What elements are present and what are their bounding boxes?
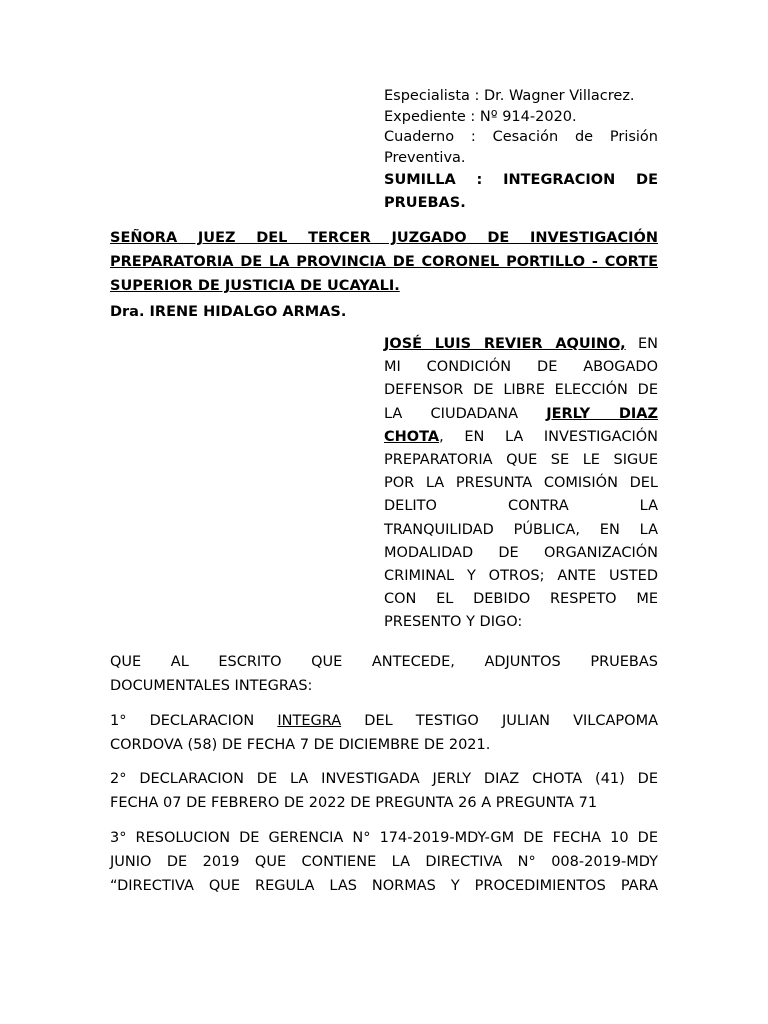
addressee-line-3: SUPERIOR DE JUSTICIA DE UCAYALI. [110,278,400,294]
addressee-line-2: PREPARATORIA DE LA PROVINCIA DE CORONEL PORTILLO - CORTE [110,254,658,270]
paragraph-item-3 [110,826,658,898]
intro-line-12: CON EL DEBIDO RESPETO ME [384,591,658,608]
intro-line-1-rest: EN [625,336,658,352]
item-2-line-2: FECHA 07 DE FEBRERO DE 2022 DE PREGUNTA 26 A PREGUNTA 71 [110,795,598,811]
intro-line-13: PRESENTO Y DIGO: [384,614,523,631]
case-header [384,86,658,213]
intro-line-10: MODALIDAD DE ORGANIZACIÓN [384,544,658,561]
item-3-line-2: JUNIO DE 2019 QUE CONTIENE LA DIRECTIVA N° 008-2019-MDY [110,854,658,870]
intro-line-9: TRANQUILIDAD PÚBLICA, EN LA [384,521,658,538]
preamble-line-1: QUE AL ESCRITO QUE ANTECEDE, ADJUNTOS PRUEBAS [110,654,658,670]
client-name-first: JERLY DIAZ [546,405,658,422]
preamble-line-2: DOCUMENTALES INTEGRAS: [110,678,313,694]
expediente-line: Expediente : Nº 914-2020. [384,108,577,125]
sumilla-line: SUMILLA : INTEGRACION DE [384,172,658,188]
paragraph-item-2 [110,767,658,815]
item-2-line-1: 2° DECLARACION DE LA INVESTIGADA JERLY DIAZ CHOTA (41) DE [110,771,658,787]
intro-line-3: DEFENSOR DE LIBRE ELECCIÓN DE [384,382,658,399]
intro-line-7: POR LA PRESUNTA COMISIÓN DEL [384,475,658,492]
intro-line-4-pre: LA CIUDADANA [384,405,547,422]
item-1-line-1 [110,709,658,733]
lawyer-name: JOSÉ LUIS REVIER AQUINO, [384,336,626,352]
addressee-block [110,226,658,298]
cuaderno-line-cont: Preventiva. [384,149,466,166]
judge-name: Dra. IRENE HIDALGO ARMAS. [110,304,347,320]
paragraph-preamble [110,650,658,698]
intro-line-2: MI CONDICIÓN DE ABOGADO [384,359,658,376]
item-3-line-3: “DIRECTIVA QUE REGULA LAS NORMAS Y PROCEDIMIENTOS PARA [110,878,658,894]
intro-line-4 [384,403,658,426]
intro-line-11: CRIMINAL Y OTROS; ANTE USTED [384,568,658,585]
addressee-line-1: SEÑORA JUEZ DEL TERCER JUZGADO DE INVESTIGACIÓN [110,230,658,246]
item-3-line-1: 3° RESOLUCION DE GERENCIA N° 174-2019-MDY-GM DE FECHA 10 DE [110,830,658,846]
item-1-post: DEL TESTIGO JULIAN VILCAPOMA [341,713,658,729]
intro-line-5 [384,426,658,449]
intro-line-5-rest: , EN LA INVESTIGACIÓN [439,428,658,445]
paragraph-item-1 [110,709,658,757]
sumilla-line-cont: PRUEBAS. [384,194,466,211]
intro-line-8: DELITO CONTRA LA [384,498,658,515]
client-name-last: CHOTA [384,428,440,445]
cuaderno-line: Cuaderno : Cesación de Prisión [384,129,658,145]
item-1-pre: 1° DECLARACION [110,713,278,729]
intro-line-1 [384,333,658,356]
item-1-line-2: CORDOVA (58) DE FECHA 7 DE DICIEMBRE DE 2021. [110,737,491,753]
item-1-underlined: INTEGRA [277,713,342,729]
introduction-block [384,333,658,635]
especialista-line: Especialista : Dr. Wagner Villacrez. [384,88,635,104]
intro-line-6: PREPARATORIA QUE SE LE SIGUE [384,452,658,469]
